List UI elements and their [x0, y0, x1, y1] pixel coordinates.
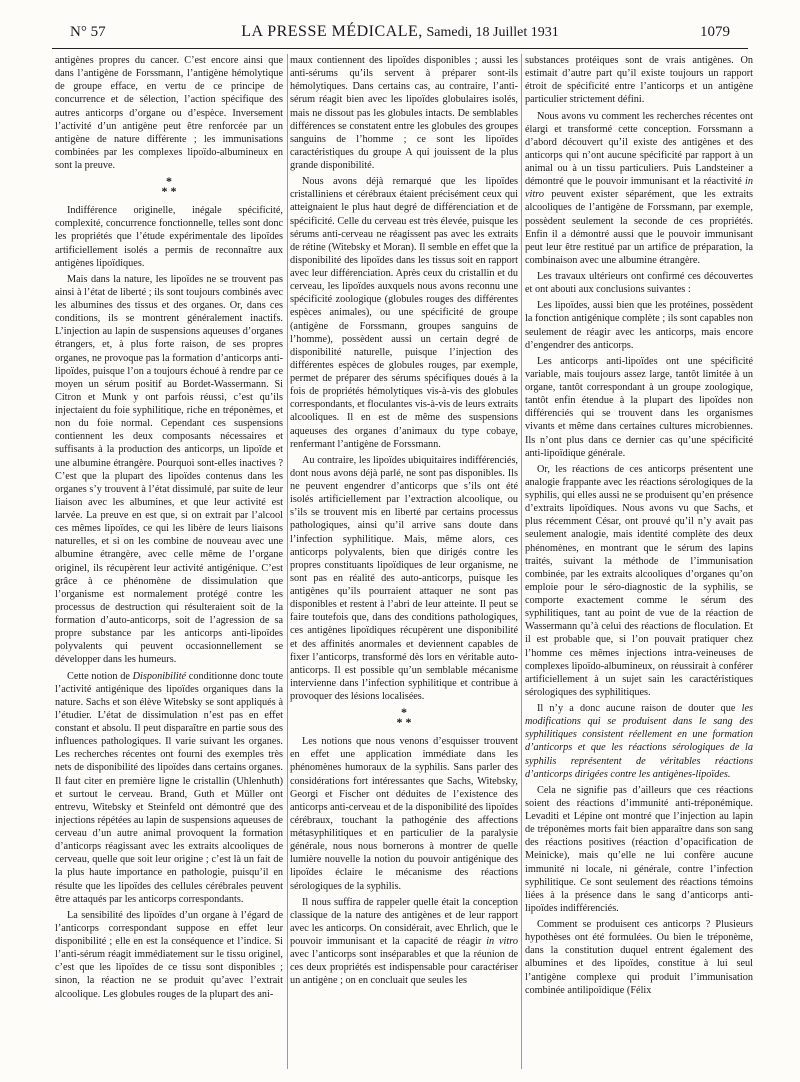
page-header: [52, 22, 748, 49]
paragraph: Nous avons déjà remarqué que les lipoïdes cristalliniens et cérébraux étaient précisément ceux qui atteignaient le plus haut degré de différenciation et de spécificité. Celle du cerveau est très élevée, puisque les sérums anti-cerveau ne réagissent pas avec les extraits de rétine (Witebsky et Moran). Il semble en effet que la disponibilité des lipoïdes dans les tissus soit en rapport avec leur différenciation. Après ceux du cristallin et du cerveau, les lipoïdes auxquels nous avons reconnu une spécificité zoologique (globules rouges des différentes espèces animales), ou une spécificité de groupe (antigène de Forssmann, groupes sanguins de l’homme), possèdent aussi un certain degré de disponibilité naturelle, puisque l’injection des différentes espèces de globules rouges, par exemple, permet de préparer des sérums spécifiques doués à la fois de propriétés hémolytiques vis-à-vis des globules correspondants, et floculantes vis-à-vis de leurs extraits alcooliques. Il en est de même des suspensions aqueuses des organes d’animaux du type cobaye, renfermant l’antigène de Forssmann.: [290, 176, 518, 450]
page-number: 1079: [700, 24, 730, 40]
text-run: avec l’anticorps sont inséparables et que la réunion de ces deux propriétés est indispensable pour caractériser un antigène ; on en concluait que seules les: [290, 949, 518, 987]
column-3: [525, 54, 753, 1079]
text-run: peuvent exister séparément, que les extraits alcooliques de l’antigène de Forssmann, par exemple, possèdent seulement la seconde de ces propriétés. Enfin il a démontré aussi que le pouvoir immunisant peut leur être restitué par un artifice de préparation, la combinaison avec une albumine étrangère.: [525, 189, 753, 266]
paragraph: [55, 670, 283, 906]
column-rule: [287, 54, 288, 1069]
column-rule: [521, 54, 522, 1069]
paragraph: Cela ne signifie pas d’ailleurs que ces réactions soient des réactions d’immunité anti-tréponémique. Levaditi et Lépine ont montré que l’injection au lapin de tréponèmes morts fait bien apparaître dans son sang des réactions positives (réaction d’opacification de Meinicke), mais qu’elle ne lui confère aucune immunité ni locale, ni générale, contre l’infection syphilitique. Ce sont seulement des réactions témoins liées à la présence dans le sang d’anticorps anti-lipoïdes indifférenciés.: [525, 784, 753, 914]
section-separator: * * *: [396, 705, 412, 730]
issue-date: Samedi, 18 Juillet 1931: [426, 25, 559, 40]
column-2: [290, 54, 518, 1079]
paragraph: antigènes propres du cancer. C’est encore ainsi que dans l’antigène de Forssmann, l’antigène hémolytique de groupe efface, en vertu de ce principe de concurrence et de sélection, l’action spécifique des autres anticorps d’organe ou d’espèce. Inversement l’activité d’un antigène peut être renforcée par un antigène de nature différente ; les immunisations combinées par les complexes lipoïdo-albumineux en sont la preuve.: [55, 55, 283, 171]
paragraph: Or, les réactions de ces anticorps présentent une analogie frappante avec les réactions sérologiques de la syphilis, qui elles aussi ne se produisent qu’en présence d’extraits lipoïdiques. Nous avons vu que Sachs, et plus récemment César, ont prouvé qu’il n’y avait pas seulement analogie, mais identité complète des deux phénomènes, en montrant que le sérum des lapins traités, suivant la méthode de l’immunisation combinée, par les extraits alcooliques d’organes qu’on emploie pour le séro-diagnostic de la syphilis, se comporte exactement comme le sérum des syphilitiques, tant au point de vue de la réaction de Wassermann qu’à celui des réactions de floculation. Et il est probable que, si l’on pouvait pratiquer chez l’homme ces mêmes injections intra-veineuses de complexes lipoïdo-albumineux, on réussirait à conférer artificiellement à un sujet sain les caractéristiques sérologiques des syphilitiques.: [525, 463, 753, 698]
paragraph: maux contiennent des lipoïdes disponibles ; aussi les anti-sérums qu’ils servent à préparer sont-ils hémolytiques. Dans certains cas, au contraire, l’anti-sérum réagit bien avec les lipoïdes globulaires isolés, mais ne dissout pas les globules intacts. De semblables différences se constatent entre les globules des groupes sanguins de l’homme ; ce sont les lipoïdes caractéristiques du groupe A qui jouissent de la plus grande disponibilité.: [290, 55, 518, 171]
italic-passage: les modifications qui se produisent dans le sang des syphilitiques consistent réellement en une formation d’anticorps et que les réactions sérologiques de la syphilis représentent de véritables réactions d’anticorps dirigées contre les antigènes-lipoïdes.: [525, 703, 753, 780]
journal-name: LA PRESSE MÉDICALE,: [241, 23, 423, 40]
paragraph: Les travaux ultérieurs ont confirmé ces découvertes et ont abouti aux conclusions suivantes :: [525, 271, 753, 296]
paragraph: [290, 896, 518, 988]
text-run: conditionne donc toute l’activité antigénique des lipoïdes organiques dans la nature. Sachs et son élève Witebsky se sont appliqués à l’étudier. L’état de dissimulation n’est pas en effet constant et absolu. Il peut disparaître en partie sous des influences pathologiques. Il varie suivant les organes. Les recherches récentes ont fourni des exemples très nets de disponibilité des lipoïdes dans certains organes. Il faut citer en première ligne le cristallin (Uhlenhuth) et surtout le cerveau. Brand, Guth et Müller ont entrevu, Witebsky et Steinfeld ont démontré que des injections répétées au lapin de suspensions aqueuses de cerveau d’un autre animal provoquent la formation d’anticorps réagissant avec les extraits alcooliques de cerveau, quelle que soit leur origine ; c’est là un fait de la plus haute importance en pathologie, puisqu’il en résulte que les lipoïdes des cellules cérébrales peuvent être attaqués par les anticorps correspondants.: [55, 670, 283, 905]
italic-term: in vitro: [525, 176, 753, 201]
paragraph: Mais dans la nature, les lipoïdes ne se trouvent pas ainsi à l’état de liberté ; ils sont toujours combinés avec les albumines des tissus et des organes. Or, dans ces conditions, ils se montrent généralement inactifs. L’injection au lapin de suspensions aqueuses d’organes étrangers, et, à plus forte raison, de ses propres organes, ne provoque pas la formation d’anticorps anti-lipoïdes, puisque l’on a toujours échoué à rendre par ce moyen un sérum positif au Bordet-Wassermann. Si Citron et Munk y ont parfois réussi, c’est qu’ils injectaient du foie syphilitique, riche en tréponèmes, et non du foie normal. Cependant ces suspensions contiennent les deux composants nécessaires et suffisants à la production des anticorps, un lipoïde et une albumine étrangère. Pourquoi sont-elles inactives ? C’est que la plupart des lipoïdes contenus dans les organes s’y trouvent à l’état dissimulé, par suite de leur liaison avec les albumines, et que leur activité est larvée. La preuve en est que, si on extrait par l’alcool ces mêmes lipoïdes, ce qui les libère de leurs liaisons naturelles, et si on les combine de nouveau avec une albumine étrangère, avec celle même de l’organe originel, ils récupèrent leur activité antigénique. C’est grâce à ce phénomène de dissimulation que l’organisme est normalement protégé contre les processus de destruction qui résulteraient soit de la formation d’auto-anticorps, soit de l’agression de sa propre substance par les anticorps anti-lipoïdes polyvalents qui peuvent occasionnellement se développer dans les humeurs.: [55, 273, 283, 666]
paragraph: substances protéiques sont de vrais antigènes. On estimait d’autre part qu’il existe toujours un rapport étroit de spécificité entre l’anticorps et un antigène particulier strictement défini.: [525, 55, 753, 106]
paragraph: La sensibilité des lipoïdes d’un organe à l’égard de l’anticorps correspondant suppose en effet leur disponibilité ; elle en est la conséquence et l’indice. Si l’anti-sérum réagit immédiatement sur le tissu originel, c’est que les lipoïdes de ce tissu sont disponibles ; sinon, la réaction ne se produit qu’avec l’extrait alcoolique. Les globules rouges de la plupart des ani-: [55, 909, 283, 1000]
section-separator: * * *: [161, 174, 177, 199]
column-1: [55, 54, 283, 1079]
paragraph: Indifférence originelle, inégale spécificité, complexité, concurrence fonctionnelle, telles sont donc les propriétés que l’étude expérimentale des lipoïdes artificiellement isolés a permis de reconnaître aux antigènes lipoïdiques.: [55, 205, 283, 269]
paragraph: Les lipoïdes, aussi bien que les protéines, possèdent la fonction antigénique complète ; ils sont capables non seulement de réagir avec les anticorps, mais encore d’engendrer des anticorps.: [525, 300, 753, 351]
paragraph: Au contraire, les lipoïdes ubiquitaires indifférenciés, dont nous avons déjà parlé, ne sont pas disponibles. Ils ne peuvent engendrer d’anticorps que s’ils ont été isolés artificiellement par l’extraction alcoolique, ou s’ils se trouvent mis en liberté par certains processus pathologiques, ainsi qu’il arrive sans doute dans l’infection syphilitique. Mais, même alors, ces anticorps polyvalents, bien que dirigés contre les propres constituants lipoïdiques de leur organisme, ne sont pas en réalité des auto-anticorps, puisque les antigènes qu’ils pourraient attaquer ne sont pas disponibles et restent à l’abri de leur atteinte. Il peut se faire toutefois que, dans des conditions pathologiques, ces antigènes lipoïdiques récupèrent une disponibilité et des affinités anormales et deviennent capables de fixer l’anticorps, transformé dès lors en véritable auto-anticorps. Il est possible qu’un semblable mécanisme intervienne dans l’infection syphilitique et contribue à provoquer des lésions localisées.: [290, 454, 518, 702]
text-run: Il n’y a donc aucune raison de douter que: [537, 703, 742, 714]
issue-number: N° 57: [70, 24, 106, 40]
paragraph: [525, 702, 753, 781]
header-center: [52, 23, 748, 41]
text-run: Cette notion de: [67, 670, 133, 682]
paragraph: Comment se produisent ces anticorps ? Plusieurs hypothèses ont été formulées. Ou bien le tréponème, dans la constitution duquel entrent également des albumines et des lipoïdes, constitue à lui seul l’antigène complexe qui produit l’immunisation combinée antilipoïdique (Félix: [525, 919, 753, 996]
paragraph: Les anticorps anti-lipoïdes ont une spécificité variable, mais toujours assez large, tantôt limitée à un organe, tantôt correspondant à un groupe zoologique, tantôt enfin étendue à la plupart des lipoïdes non différenciés qui se trouvent dans les organismes vivants et même dans certaines cultures microbiennes. Ils n’ont plus dans ce dernier cas qu’une spécificité anti-lipoïdique générale.: [525, 355, 753, 459]
paragraph: Les notions que nous venons d’esquisser trouvent en effet une application immédiate dans les phénomènes humoraux de la syphilis. Sans parler des considérations fort intéressantes que Sachs, Witebsky, Georgi et Fischer ont déduites de l’existence des anticorps anti-cerveau et de la disponibilité des lipoïdes cérébraux, touchant la pathogénie des affections métasyphilitiques et en particulier de la paralysie générale, nous nous bornerons à montrer de quelle lumière nouvelle la notion du pouvoir antigénique des lipoïdes éclaire le mécanisme des réactions sérologiques de la syphilis.: [290, 736, 518, 892]
text-run: Il nous suffira de rappeler quelle était la conception classique de la nature des antigènes et de leur rapport avec les anticorps. On considérait, avec Ehrlich, que le pouvoir immunisant et la capacité de réagir: [290, 896, 518, 947]
italic-term: in vitro: [486, 936, 518, 947]
text-run: Nous avons vu comment les recherches récentes ont élargi et transformé cette conception. Forssmann a d’abord découvert qu’il existe des antigènes et des anticorps qui n’ont aucune spécificité par rapport à un animal ou à un tissu particuliers. Puis Landsteiner a démontré que le pouvoir immunisant et la réactivité: [525, 110, 753, 188]
paragraph: [525, 110, 753, 268]
italic-term: Disponibilité: [132, 670, 187, 682]
